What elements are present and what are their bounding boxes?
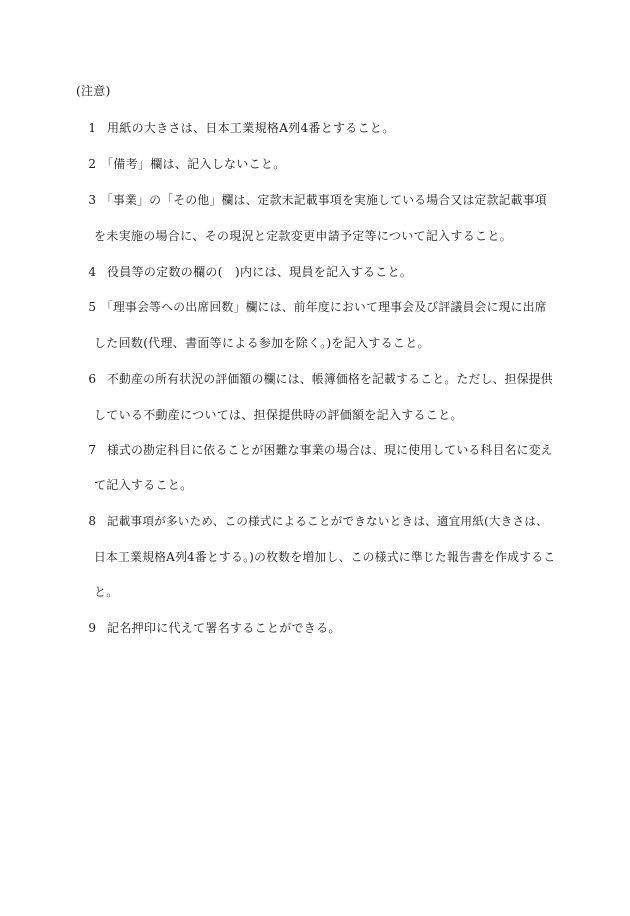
- note-1-number: 1: [88, 121, 96, 135]
- note-8-number: 8: [88, 514, 96, 528]
- note-7-line-2: て記入すること。: [94, 478, 193, 492]
- note-7-number: 7: [88, 443, 96, 457]
- note-8-line-1: 記載事項が多いため、この様式によることができないときは、適宜用紙(大きさは、: [107, 514, 548, 528]
- note-2-line-1: 「備考」欄は、記入しないこと。: [101, 157, 286, 171]
- note-5-line-1: 「理事会等への出席回数」欄には、前年度において理事会及び評議員会に現に出席: [101, 300, 547, 314]
- note-6-line-2: している不動産については、担保提供時の評価額を記入すること。: [94, 408, 463, 422]
- note-6-number: 6: [88, 372, 96, 386]
- note-5-line-2: した回数(代理、書面等による参加を除く。)を記入すること。: [94, 336, 430, 350]
- note-3-number: 3: [88, 193, 96, 207]
- note-8-line-3: と。: [94, 585, 119, 599]
- note-2-number: 2: [88, 157, 96, 171]
- note-6-line-1: 不動産の所有状況の評価額の欄には、帳簿価格を記載すること。ただし、担保提供: [107, 372, 553, 386]
- note-1-line-1: 用紙の大きさは、日本工業規格A列4番とすること。: [107, 121, 395, 135]
- note-5-number: 5: [88, 300, 96, 314]
- note-7-line-1: 様式の勘定科目に依ることが困難な事業の場合は、現に使用している科目名に変え: [107, 443, 553, 457]
- note-3-line-2: を未実施の場合に、その現況と定款変更申請予定等について記入すること。: [94, 229, 512, 243]
- notes-heading: (注意): [76, 84, 111, 98]
- note-3-line-1: 「事業」の「その他」欄は、定款未記載事項を実施している場合又は定款記載事項: [101, 193, 547, 207]
- note-4-line-1: 役員等の定数の欄の( )内には、現員を記入すること。: [107, 265, 413, 279]
- note-9-number: 9: [88, 621, 96, 635]
- note-8-line-2: 日本工業規格A列4番とする。)の枚数を増加し、この様式に準じた報告書を作成するこ: [94, 550, 556, 564]
- note-4-number: 4: [88, 265, 96, 279]
- note-9-line-1: 記名押印に代えて署名することができる。: [107, 621, 341, 635]
